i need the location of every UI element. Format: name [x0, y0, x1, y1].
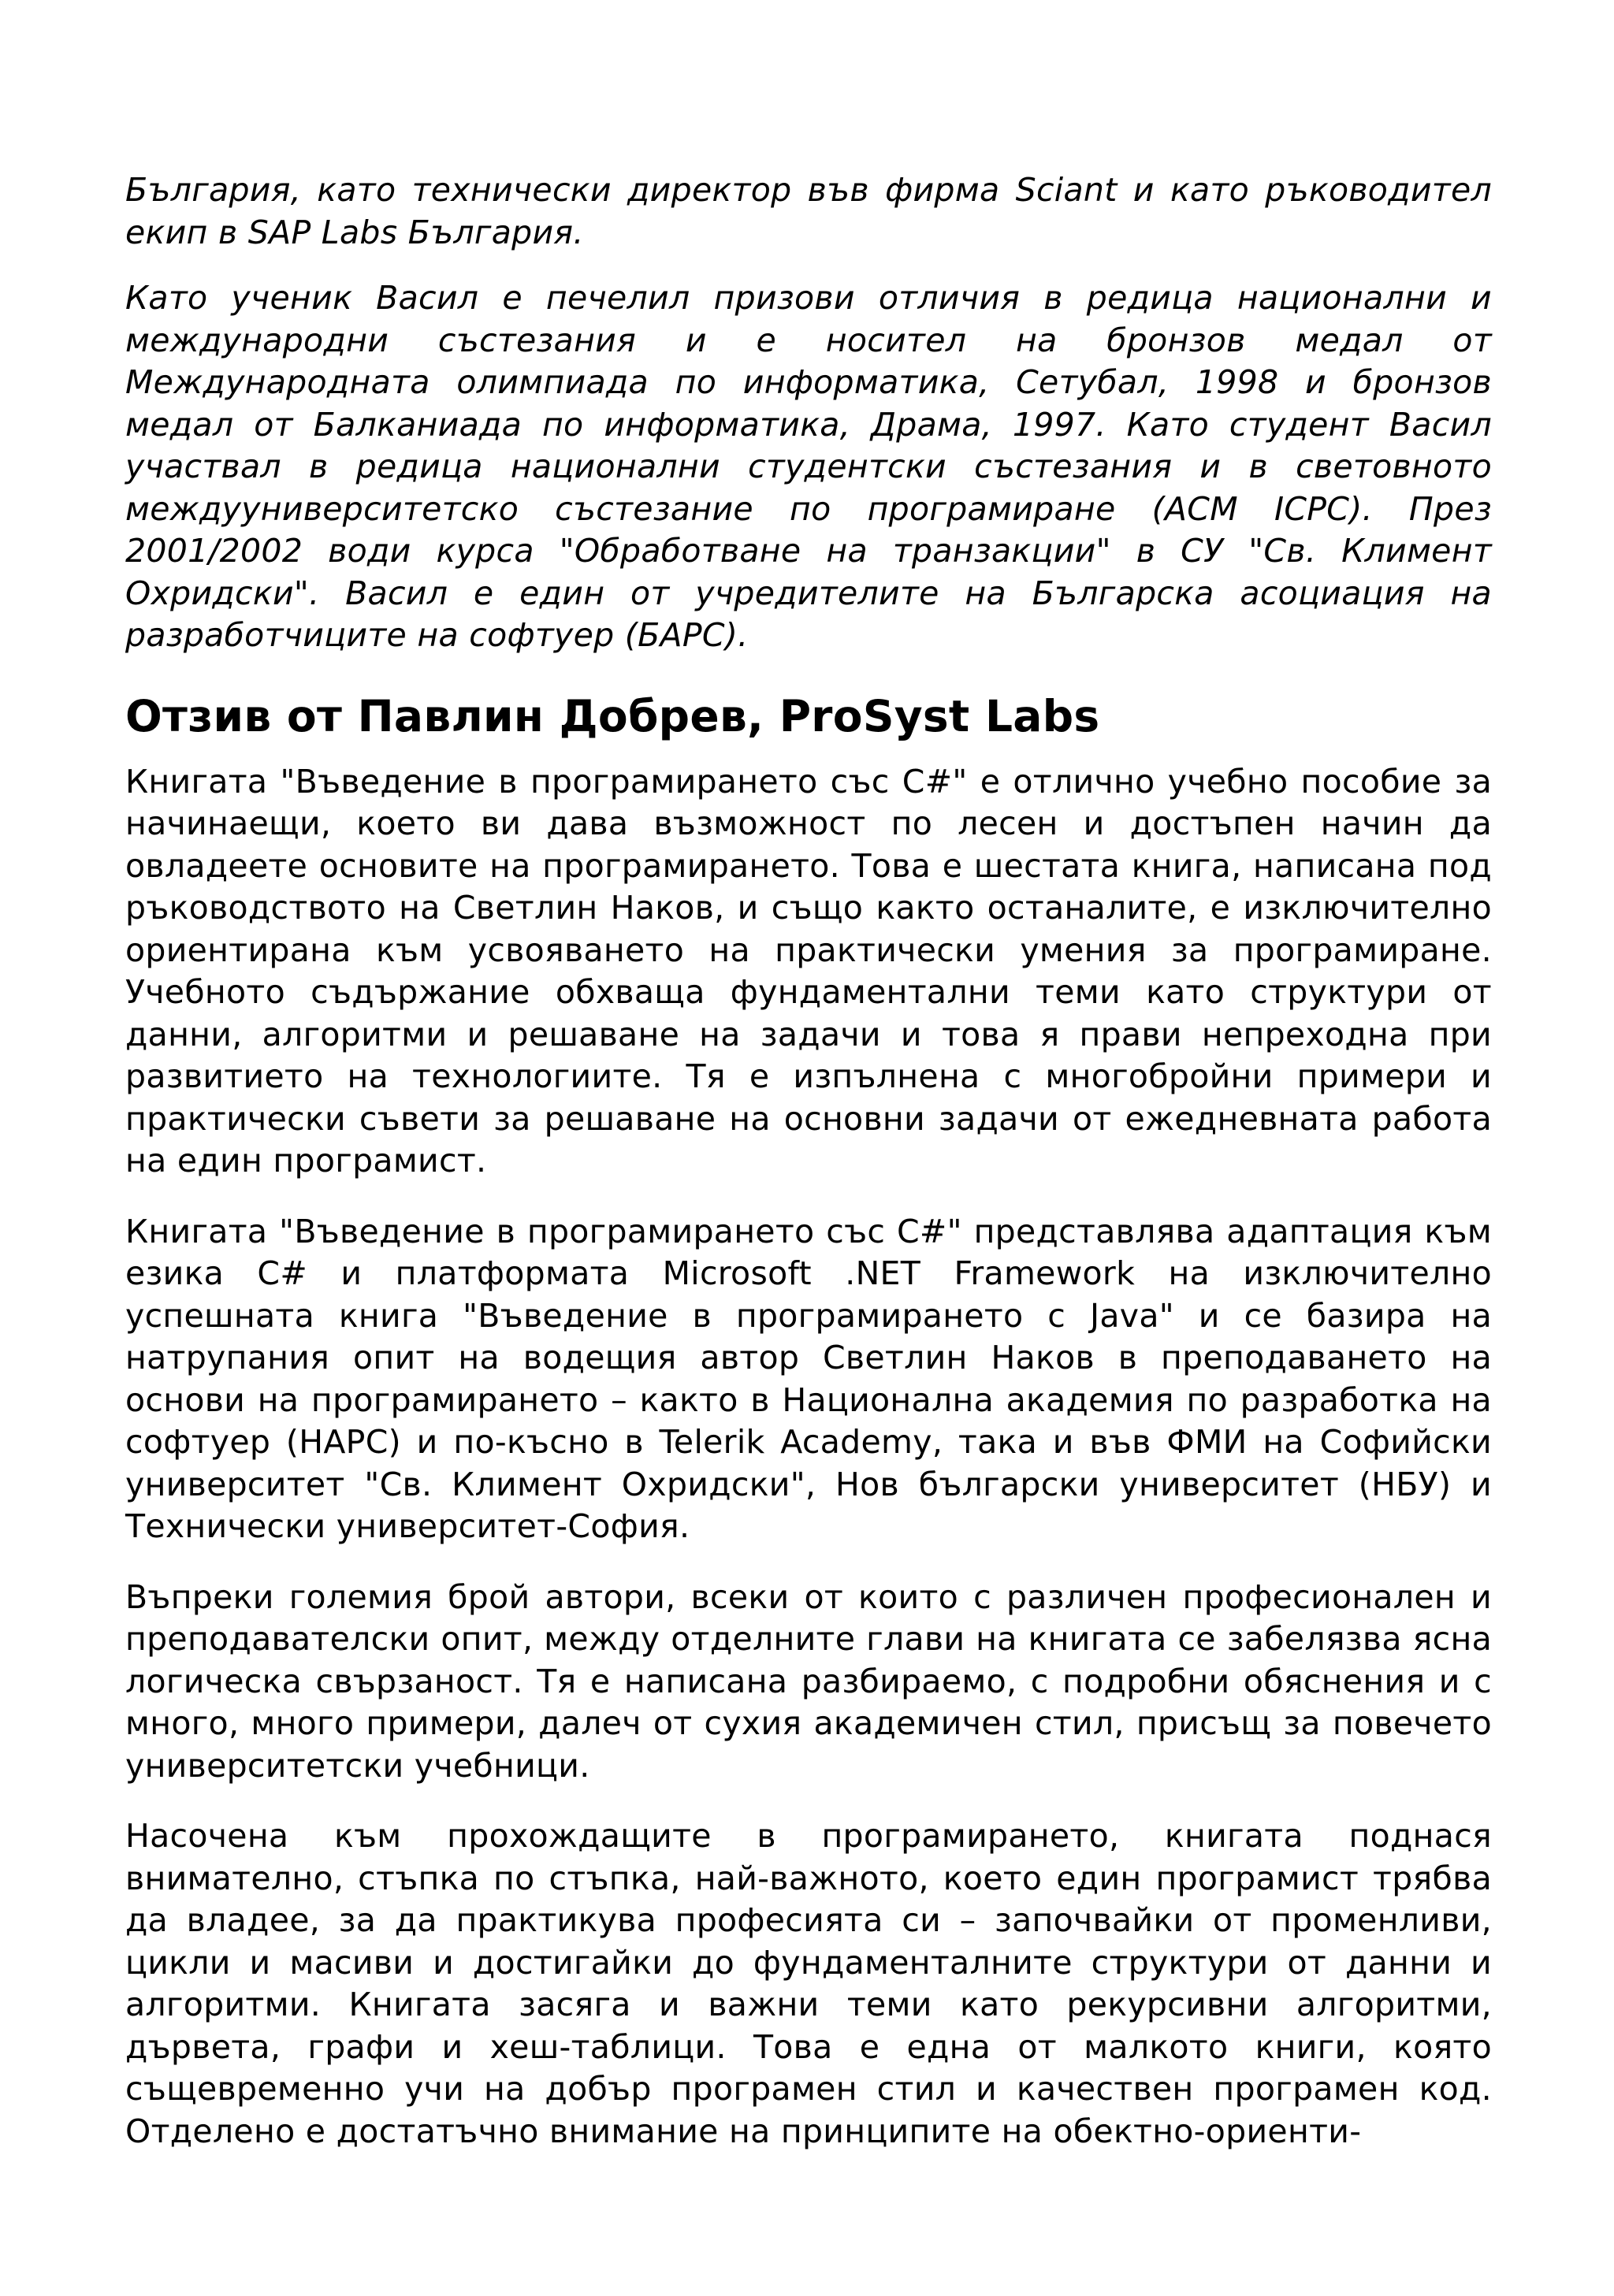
intro-paragraph: Като ученик Васил е печелил призови отличия в редица национални и международни състезания и е носител на бронзов медал от Международната олимпиада по информатика, Сетубал, 1998 и бронзов медал от Балканиада по информатика, Драма, 1997. Като студент Васил участвал в редица национални студентски състезания и в световното междууниверситетско състезание по програмиране (ACM ICPC). През 2001/2002 води курса "Обработване на транзакции" в СУ "Св. Климент Охридски". Васил е един от учредителите на Българска асоциация на разработчиците на софтуер (БАРС).: [125, 279, 1492, 654]
review-paragraph: Насочена към прохождащите в програмирането, книгата поднася внимателно, стъпка по стъпка, най-важното, което един програмист трябва да владее, за да практикува професията си – започвайки от променливи, цикли и масиви и достигайки до фундаменталните структури от данни и алгоритми. Книгата засяга и важни теми като рекурсивни алгоритми, дървета, графи и хеш-таблици. Това е една от малкото книги, която същевременно учи на добър програмен стил и качествен програмен код. Отделено е достатъчно внимание на принципите на обектно-ориенти-: [125, 1817, 1492, 2150]
book-page: [125, 169, 1492, 2181]
review-paragraph: Книгата "Въведение в програмирането със C#" е отлично учебно пособие за начинаещи, което ви дава възможност по лесен и достъпен начин да овладеете основите на програмирането. Това е шестата книга, написана под ръководството на Светлин Наков, и също както останалите, е изключително ориентирана към усвояването на практически умения за програмиране. Учебното съдържание обхваща фундаментални теми като структури от данни, алгоритми и решаване на задачи и това я прави непреходна при развитието на технологиите. Тя е изпълнена с многобройни примери и практически съвети за решаване на основни задачи от ежедневната работа на един програмист.: [125, 762, 1492, 1180]
review-paragraph: Книгата "Въведение в програмирането със C#" представлява адаптация към езика C# и платформата Microsoft .NET Framework на изключително успешната книга "Въведение в програмирането с Java" и се базира на натрупания опит на водещия автор Светлин Наков в преподаването на основи на програмирането – както в Национална академия по разработка на софтуер (НАРС) и по-късно в Telerik Academy, така и във ФМИ на Софийски университет "Св. Климент Охридски", Нов български университет (НБУ) и Технически университет-София.: [125, 1212, 1492, 1545]
intro-paragraph: България, като технически директор във фирма Sciant и като ръководител екип в SAP Labs България.: [125, 171, 1492, 251]
review-paragraph: Въпреки големия брой автори, всеки от които с различен професионален и преподавателски опит, между отделните глави на книгата се забелязва ясна логическа свързаност. Тя е написана разбираемо, с подробни обяснения и с много, много примери, далеч от сухия академичен стил, присъщ за повечето университетски учебници.: [125, 1577, 1492, 1785]
section-heading: Отзив от Павлин Добрев, ProSyst Labs: [125, 690, 1100, 741]
